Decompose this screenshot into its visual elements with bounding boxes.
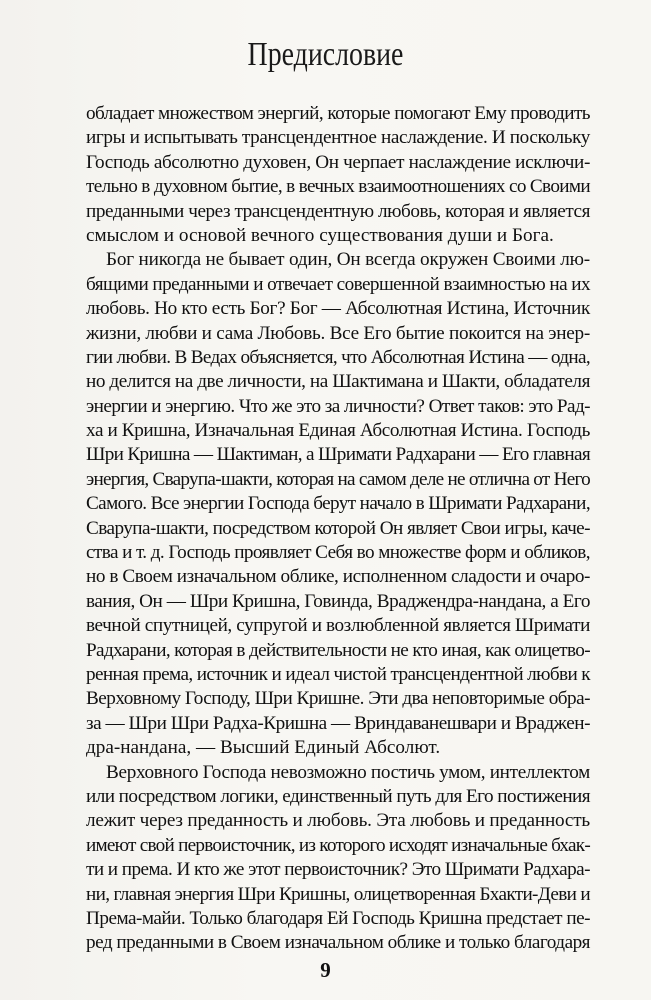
- text-line: вания, Он — Шри Кришна, Говинда, Враджендра-нандана, а Его: [86, 590, 590, 612]
- text-line: за — Шри Шри Радха-Кришна — Вриндаванешвари и Враджен-: [86, 712, 590, 734]
- text-line: ренная према, источник и идеал чистой трансцендентной любви к: [86, 663, 590, 685]
- text-line: или посредством логики, единственный путь для Его постижения: [86, 785, 590, 807]
- text-line: Бог никогда не бывает один, Он всегда окружен Своими лю-: [106, 249, 590, 271]
- text-line: Самого. Все энергии Господа берут начало в Шримати Радхарани,: [86, 493, 590, 515]
- page-number: 9: [320, 958, 331, 982]
- text-line: смыслом и основой вечного существования души и Бога.: [86, 224, 554, 246]
- text-line: Господь абсолютно духовен, Он черпает наслаждение исключи-: [86, 151, 590, 173]
- text-line: Радхарани, которая в действительности не кто иная, как олицетво-: [86, 639, 590, 661]
- text-line: обладает множеством энергий, которые помогают Ему проводить: [86, 103, 590, 124]
- text-line: ства и т. д. Господь проявляет Себя во множестве форм и обликов,: [86, 542, 590, 564]
- body-text: [86, 102, 590, 956]
- text-line: преданными через трансцендентную любовь, которая и является: [86, 200, 590, 222]
- text-line: но в Своем изначальном облике, исполненном сладости и очаро-: [86, 566, 590, 588]
- text-line: имеют свой первоисточник, из которого исходят изначальные бхак-: [86, 834, 590, 856]
- text-line: любовь. Но кто есть Бог? Бог — Абсолютная Истина, Источник: [86, 298, 590, 320]
- text-line: ни, главная энергия Шри Кришны, олицетворенная Бхакти-Деви и: [86, 883, 590, 905]
- text-line: тельно в духовном бытие, в вечных взаимоотношениях со Своими: [86, 176, 590, 198]
- text-line: энергия, Сварупа-шакти, которая на самом деле не отлична от Него: [86, 468, 590, 490]
- text-line: Шри Кришна — Шактиман, а Шримати Радхарани — Его главная: [86, 444, 590, 466]
- text-line: ти и према. И кто же этот первоисточник? Это Шримати Радхара-: [86, 859, 590, 881]
- text-line: игры и испытывать трансцендентное наслаждение. И поскольку: [86, 127, 590, 149]
- page-title: Предисловие: [247, 36, 404, 73]
- text-line: Сварупа-шакти, посредством которой Он являет Свои игры, каче-: [86, 517, 590, 539]
- text-line: жизни, любви и сама Любовь. Все Его бытие покоится на энер-: [86, 322, 590, 344]
- text-line: но делится на две личности, на Шактимана и Шакти, обладателя: [86, 371, 590, 393]
- text-line: бящими преданными и отвечает совершенной взаимностью на их: [86, 273, 590, 295]
- text-line: Верховного Господа невозможно постичь умом, интеллектом: [106, 761, 590, 783]
- text-line: ред преданными в Своем изначальном облике и только благодаря: [86, 932, 590, 954]
- text-line: гии любви. В Ведах объясняется, что Абсолютная Истина — одна,: [86, 346, 590, 368]
- text-line: Верховному Господу, Шри Кришне. Эти два неповторимые обра-: [86, 688, 590, 710]
- text-line: энергии и энергию. Что же это за личности? Ответ таков: это Рад-: [86, 395, 590, 417]
- text-line: ха и Кришна, Изначальная Единая Абсолютная Истина. Господь: [86, 420, 590, 442]
- text-line: лежит через преданность и любовь. Эта любовь и преданность: [86, 810, 590, 832]
- text-line: Према-майи. Только благодаря Ей Господь Кришна предстает пе-: [86, 907, 590, 929]
- text-line: дра-нандана, — Высший Единый Абсолют.: [86, 737, 441, 759]
- text-line: вечной спутницей, супругой и возлюбленной является Шримати: [86, 615, 590, 637]
